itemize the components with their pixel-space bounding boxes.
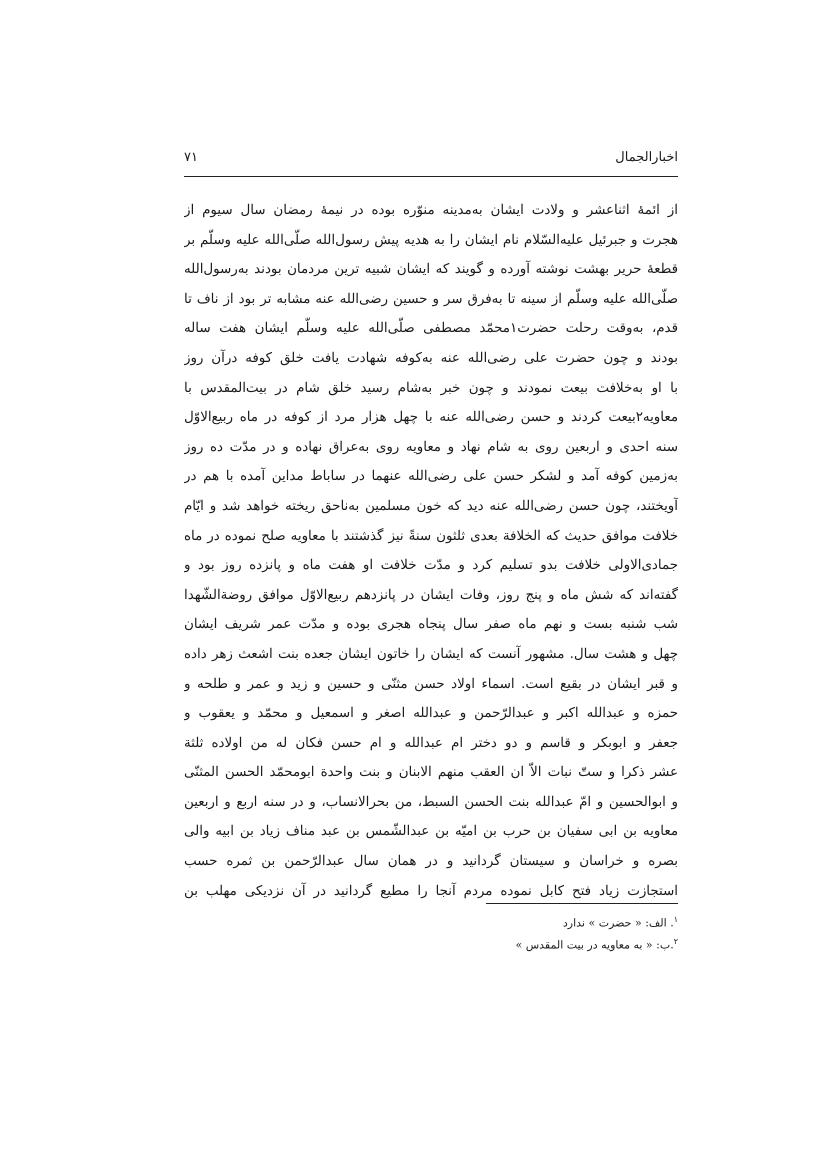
text-line: معاویه بن ابی سفیان بن حرب بن امیّه بن عبدالشّمس بن عبد مناف زیاد بن ابیه والی [184,824,678,840]
text-line: گفته‌اند که شش ماه و پنج روز، وفات ایشان در پانزدهم ربیع‌الاوّل موافق روضةالشّهدا [184,587,678,603]
text-line: با او به‌خلافت بیعت نمودند و چون خبر به‌شام رسید خلق شام در بیت‌المقدس با [184,380,678,396]
page-header [184,150,678,172]
footnote-2 [378,931,678,953]
text-line: بودند و چون حضرت علی رضی‌الله عنه به‌کوفه شهادت یافت خلق کوفه درآن روز [184,350,678,366]
footnote-rule [486,903,678,904]
text-line: هجرت و جبرئیل علیه‌السّلام نام ایشان را به هدیه پیش رسول‌الله صلّی‌الله علیه وسلّم بر [184,232,678,248]
header-rule [184,176,678,177]
text-line: چهل و هشت سال. مشهور آنست که ایشان را خاتون ایشان جعده بنت اشعث زهر داده [184,646,678,662]
text-line: و قبر ایشان در بقیع است. اسماء اولاد حسن مثنّی و حسین و زید و عمر و طلحه و [184,676,678,692]
text-line: و ابوالحسین و امّ عبدالله بنت الحسن السبط، من بحرالانساب، و در سنه اربع و اربعین [184,794,678,810]
running-title: اخبارالجمال [615,150,678,165]
footnote-text: . الف: « حضرت » ندارد [562,916,674,930]
footnotes [378,909,678,953]
page-number: ۷۱ [184,150,198,165]
text-line: جمادی‌الاولی خلافت بدو تسلیم کرد و مدّت خلافت او هفت ماه و پانزده روز بود و [184,558,678,574]
text-line: به‌زمین کوفه آمد و لشکر حسن علی رضی‌الله عنهما در ساباط مداین آمده با هم در [184,469,678,485]
footnote-mark: ۱ [673,915,678,924]
text-line: قطعۀ حریر بهشت نوشته آورده و گویند که ایشان شبیه ترین مردمان بودند به‌رسول‌الله [184,262,678,278]
text-line: سنه احدی و اربعین روی به شام نهاد و معاویه روی به‌عراق نهاده و در مدّت ده روز [184,439,678,455]
text-line: جعفر و ابوبکر و قاسم و دو دختر ام عبدالله و ام حسن فکان له من اولاده ثلثة [184,735,678,751]
text-line: حمزه و عبدالله اکبر و عبدالرّحمن و عبدالله اصغر و اسمعیل و محمّد و یعقوب و [184,706,678,722]
text-line: قدم، به‌وقت رحلت حضرت۱محمّد مصطفی صلّی‌الله علیه وسلّم ایشان هفت ساله [184,321,678,337]
footnote-mark: ۲ [673,937,678,946]
text-line: صلّی‌الله علیه وسلّم از سینه تا به‌فرق سر و حسین رضی‌الله عنه مشابه تر بود از ناف تا [184,291,678,307]
footnote-1 [378,909,678,931]
text-line: معاویه۲بیعت کردند و حسن رضی‌الله عنه با چهل هزار مرد از کوفه در ماه ربیع‌الاوّل [184,410,678,426]
footnote-text: .ب: « به معاویه در بیت المقدس » [515,938,674,952]
text-line: بصره و خراسان و سیستان گردانید و در همان سال عبدالرّحمن بن ثمره حسب [184,854,678,870]
body-text [184,196,678,906]
text-line: استجازت زیاد فتح کابل نموده مردم آنجا را مطیع گردانید در آن نزدیکی مهلب بن [184,883,678,899]
text-line: شب شنبه بست و نهم ماه صفر سال پنجاه هجری بوده و مدّت عمر شریف ایشان [184,617,678,633]
text-line: آویختند، چون حسن رضی‌الله عنه دید که خون مسلمین به‌ناحق ریخته خواهد شد و ایّام [184,498,678,514]
text-line: خلافت موافق حدیث که الخلافة بعدی ثلثون سنةً نیز گذشتند با معاویه صلح نموده در ماه [184,528,678,544]
text-line: از ائمۀ اثناعشر و ولادت ایشان به‌مدینه منوّره بوده در نیمۀ رمضان سال سیوم از [184,203,678,218]
text-line: عشر ذکرا و ستّ نبات الاّ ان العقب منهم الابنان و بنت واحدة ابومحمّد الحسن المثنّی [184,765,678,781]
